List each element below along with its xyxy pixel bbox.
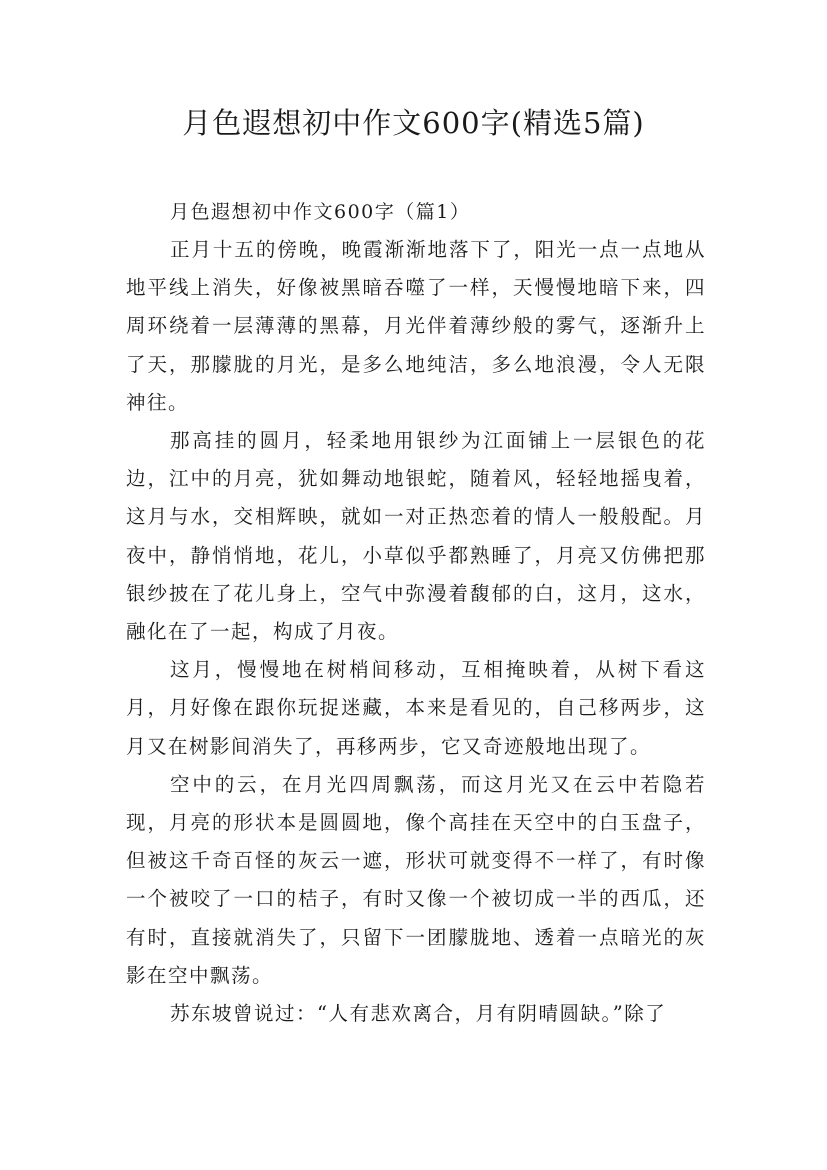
section-heading: 月色遐想初中作文600字（篇1） — [170, 201, 471, 223]
paragraph-5: 苏东坡曾说过：“人有悲欢离合，月有阴晴圆缺。”除了 — [170, 1002, 667, 1026]
document-title: 月色遐想初中作文600字(精选5篇) — [182, 106, 645, 140]
paragraph-1: 正月十五的傍晚，晚霞渐渐地落下了，阳光一点一点地从地平线上消失，好像被黑暗吞噬了一样，天慢慢地暗下来，四周环绕着一层薄薄的黑幕，月光伴着薄纱般的雾气，逐渐升上了天，那朦胧的月光，是多么地纯洁，多么地浪漫，令人无限神往。 — [126, 238, 706, 414]
document-body — [126, 193, 706, 1033]
paragraph-2: 那高挂的圆月，轻柔地用银纱为江面铺上一层银色的花边，江中的月亮，犹如舞动地银蛇，随着风，轻轻地摇曳着，这月与水，交相辉映，就如一对正热恋着的情人一般般配。月夜中，静悄悄地，花儿，小草似乎都熟睡了，月亮又仿佛把那银纱披在了花儿身上，空气中弥漫着馥郁的白，这月，这水，融化在了一起，构成了月夜。 — [126, 429, 706, 644]
paragraph-3: 这月，慢慢地在树梢间移动，互相掩映着，从树下看这月，月好像在跟你玩捉迷藏，本来是看见的，自己移两步，这月又在树影间消失了，再移两步，它又奇迹般地出现了。 — [126, 658, 706, 758]
paragraph-4: 空中的云，在月光四周飘荡，而这月光又在云中若隐若现，月亮的形状本是圆圆地，像个高挂在天空中的白玉盘子，但被这千奇百怪的灰云一遮，形状可就变得不一样了，有时像一个被咬了一口的桔子，有时又像一个被切成一半的西瓜，还有时，直接就消失了，只留下一团朦胧地、透着一点暗光的灰影在空中飘荡。 — [126, 772, 706, 987]
